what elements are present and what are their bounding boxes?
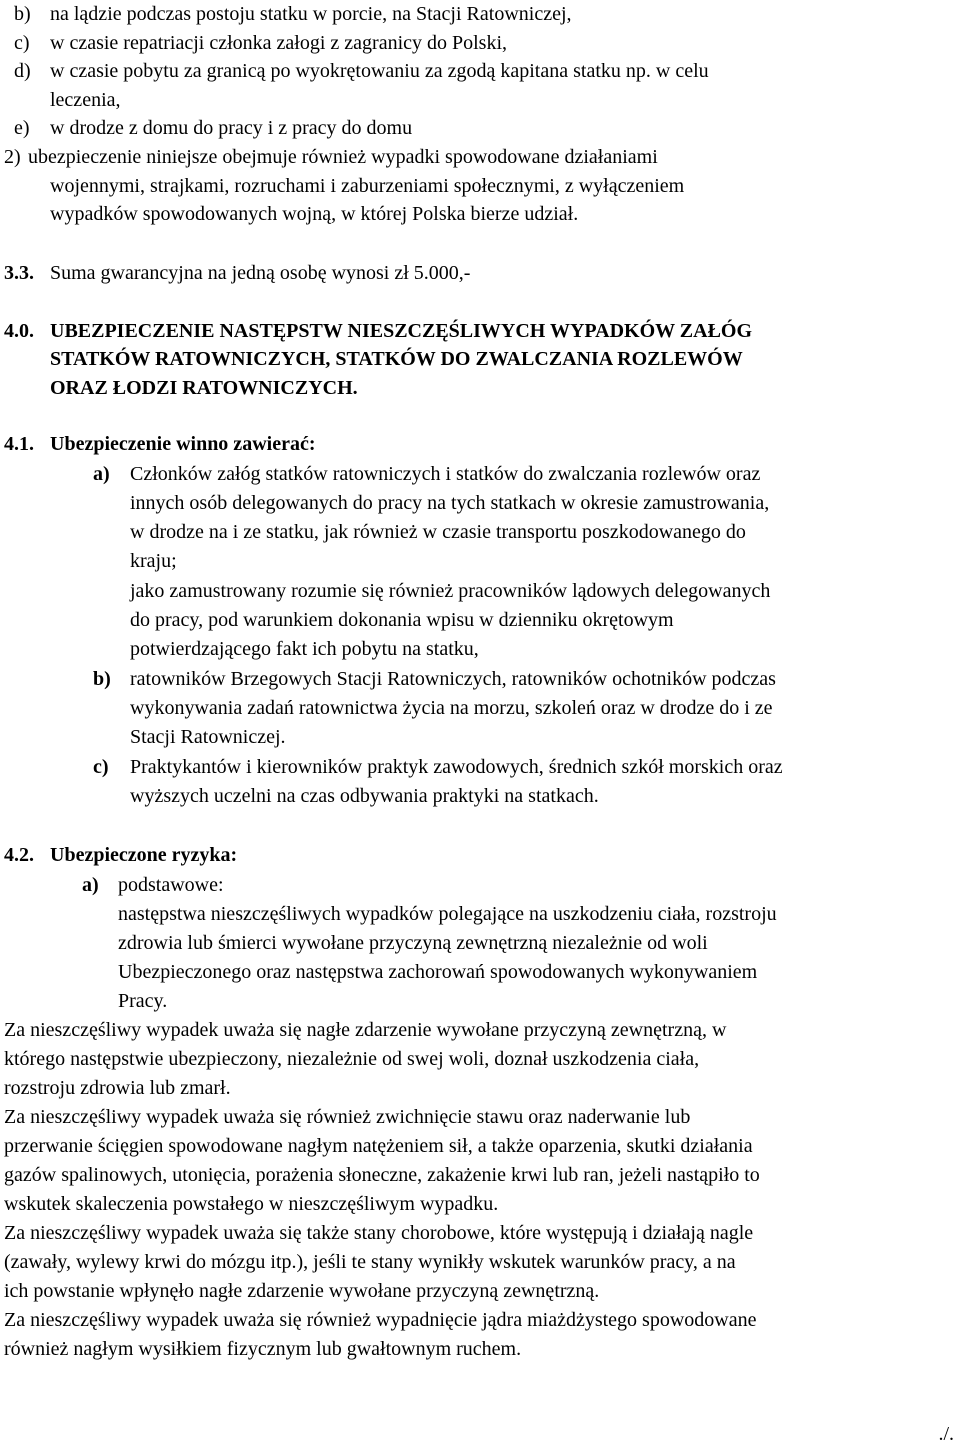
paragraph-line: Za nieszczęśliwy wypadek uważa się również zwichnięcie stawu oraz naderwanie lub <box>4 1106 691 1128</box>
section-title: Ubezpieczone ryzyka: <box>50 844 238 866</box>
list-item-text: Pracy. <box>118 990 168 1012</box>
paragraph-line: Za nieszczęśliwy wypadek uważa się także stany chorobowe, które występują i działają nagle <box>4 1222 754 1244</box>
list-item-text: w drodze z domu do pracy i z pracy do domu <box>50 117 413 139</box>
list-item-text: wypadków spowodowanych wojną, w której Polska bierze udział. <box>50 203 579 225</box>
list-item-text: w drodze na i ze statku, jak również w czasie transportu poszkodowanego do <box>130 521 746 543</box>
paragraph-line: gazów spalinowych, utonięcia, porażenia słoneczne, zakażenie krwi lub ran, jeżeli nastąpiło to <box>4 1164 760 1186</box>
section-heading: STATKÓW RATOWNICZYCH, STATKÓW DO ZWALCZANIA ROZLEWÓW <box>50 348 743 370</box>
section-number: 4.1. <box>4 433 34 455</box>
list-item-text: leczenia, <box>50 89 121 111</box>
paragraph-line: Za nieszczęśliwy wypadek uważa się również wypadnięcie jądra miażdżystego spowodowane <box>4 1309 757 1331</box>
paragraph-line: ich powstanie wpłynęło nagłe zdarzenie wywołane przyczyną zewnętrzną. <box>4 1280 600 1302</box>
list-item-text: ubezpieczenie niniejsze obejmuje również wypadki spowodowane działaniami <box>28 146 658 168</box>
list-item-text: wyższych uczelni na czas odbywania praktyki na statkach. <box>130 785 599 807</box>
section-number: 3.3. <box>4 262 34 284</box>
section-number: 4.2. <box>4 844 34 866</box>
section-text: Suma gwarancyjna na jedną osobę wynosi zł 5.000,- <box>50 262 471 284</box>
list-marker: e) <box>14 117 30 139</box>
section-title: Ubezpieczenie winno zawierać: <box>50 433 316 455</box>
list-item-text: jako zamustrowany rozumie się również pracowników lądowych delegowanych <box>130 580 771 602</box>
section-heading: UBEZPIECZENIE NASTĘPSTW NIESZCZĘŚLIWYCH WYPADKÓW ZAŁÓG <box>50 320 753 342</box>
list-item-label: podstawowe: <box>118 874 224 896</box>
list-marker: 2) <box>4 146 21 168</box>
section-heading: ORAZ ŁODZI RATOWNICZYCH. <box>50 377 358 399</box>
list-marker: c) <box>14 32 30 54</box>
list-marker: b) <box>93 668 111 690</box>
list-item-text: w czasie pobytu za granicą po wyokrętowaniu za zgodą kapitana statku np. w celu <box>50 60 709 82</box>
list-marker: d) <box>14 60 31 82</box>
list-item-text: ratowników Brzegowych Stacji Ratowniczych, ratowników ochotników podczas <box>130 668 776 690</box>
paragraph-line: przerwanie ścięgien spowodowane nagłym natężeniem sił, a także oparzenia, skutki działania <box>4 1135 753 1157</box>
list-item-text: wykonywania zadań ratownictwa życia na morzu, szkoleń oraz w drodze do i ze <box>130 697 773 719</box>
list-item-text: następstwa nieszczęśliwych wypadków polegające na uszkodzeniu ciała, rozstroju <box>118 903 777 925</box>
list-item-text: Członków załóg statków ratowniczych i statków do zwalczania rozlewów oraz <box>130 463 761 485</box>
paragraph-line: rozstroju zdrowia lub zmarł. <box>4 1077 231 1099</box>
section-number: 4.0. <box>4 320 34 342</box>
paragraph-line: którego następstwie ubezpieczony, niezależnie od swej woli, doznał uszkodzenia ciała, <box>4 1048 700 1070</box>
paragraph-line: wskutek skaleczenia powstałego w nieszczęśliwym wypadku. <box>4 1193 499 1215</box>
paragraph-line: również nagłym wysiłkiem fizycznym lub gwałtownym ruchem. <box>4 1338 522 1360</box>
list-item-text: na lądzie podczas postoju statku w porcie, na Stacji Ratowniczej, <box>50 3 572 25</box>
list-item-text: Praktykantów i kierowników praktyk zawodowych, średnich szkół morskich oraz <box>130 756 783 778</box>
list-item-text: Ubezpieczonego oraz następstwa zachorowań spowodowanych wykonywaniem <box>118 961 758 983</box>
list-item-text: wojennymi, strajkami, rozruchami i zaburzeniami społecznymi, z wyłączeniem <box>50 175 685 197</box>
list-item-text: do pracy, pod warunkiem dokonania wpisu w dzienniku okrętowym <box>130 609 674 631</box>
list-item-text: kraju; <box>130 550 177 572</box>
paragraph-line: (zawały, wylewy krwi do mózgu itp.), jeśli te stany wynikły wskutek warunków pracy, a na <box>4 1251 736 1273</box>
list-item-text: potwierdzającego fakt ich pobytu na statku, <box>130 638 479 660</box>
list-marker: b) <box>14 3 31 25</box>
list-marker: a) <box>82 874 99 896</box>
list-item-text: w czasie repatriacji członka załogi z zagranicy do Polski, <box>50 32 508 54</box>
page-continuation-mark: ./. <box>938 1423 954 1445</box>
list-item-text: Stacji Ratowniczej. <box>130 726 286 748</box>
list-item-text: zdrowia lub śmierci wywołane przyczyną zewnętrzną niezależnie od woli <box>118 932 708 954</box>
list-marker: a) <box>93 463 110 485</box>
list-marker: c) <box>93 756 109 778</box>
paragraph-line: Za nieszczęśliwy wypadek uważa się nagłe zdarzenie wywołane przyczyną zewnętrzną, w <box>4 1019 727 1041</box>
list-item-text: innych osób delegowanych do pracy na tych statkach w okresie zamustrowania, <box>130 492 770 514</box>
